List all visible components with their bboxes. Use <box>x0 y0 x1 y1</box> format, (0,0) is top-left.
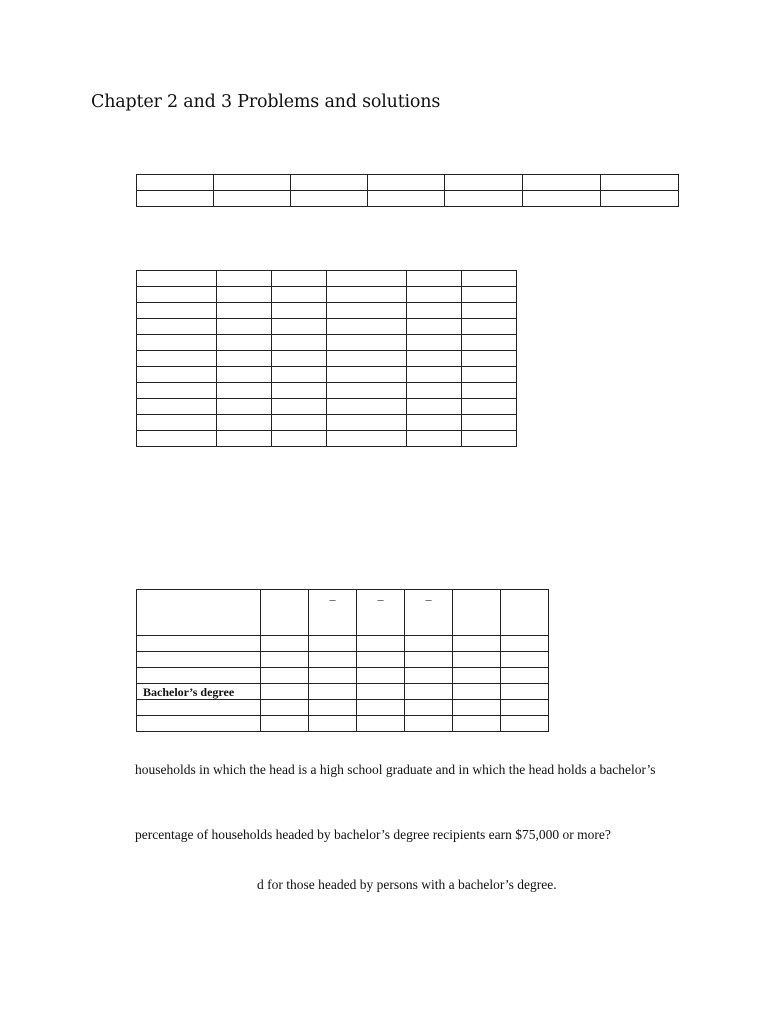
table-cell <box>327 431 407 447</box>
table-cell <box>327 335 407 351</box>
table-cell <box>501 684 549 700</box>
header-cell <box>309 590 357 636</box>
table-cell <box>261 652 309 668</box>
table-cell <box>261 636 309 652</box>
table-cell <box>407 303 462 319</box>
page-title: Chapter 2 and 3 Problems and solutions <box>91 92 441 112</box>
table-cell <box>137 367 217 383</box>
table-cell <box>445 191 523 207</box>
paragraph-household-head: households in which the head is a high school graduate and in which the head holds a bachelor’s <box>135 762 656 777</box>
table-cell <box>407 351 462 367</box>
dash-mark: – <box>425 592 432 606</box>
table-cell <box>327 399 407 415</box>
table-cell <box>462 399 517 415</box>
table-cell <box>214 191 291 207</box>
table-cell <box>309 700 357 716</box>
table-cell <box>407 319 462 335</box>
table-cell <box>217 399 272 415</box>
table-cell <box>217 287 272 303</box>
table-cell <box>272 431 327 447</box>
table-cell <box>368 191 445 207</box>
table-cell <box>309 636 357 652</box>
table-row <box>137 335 517 351</box>
table-cell <box>407 415 462 431</box>
table-cell <box>272 319 327 335</box>
table-cell <box>445 175 523 191</box>
table-cell <box>453 684 501 700</box>
table-cell <box>453 716 501 732</box>
table-cell <box>327 367 407 383</box>
table-cell <box>291 175 368 191</box>
table-cell <box>357 668 405 684</box>
table-cell <box>327 319 407 335</box>
paragraph-percentage-question: percentage of households headed by bachelor’s degree recipients earn $75,000 or more? <box>135 827 611 842</box>
table-cell <box>357 636 405 652</box>
table-cell <box>327 287 407 303</box>
table-cell <box>407 367 462 383</box>
table-cell <box>462 319 517 335</box>
table-cell <box>309 716 357 732</box>
table-cell <box>453 668 501 684</box>
table-cell <box>137 303 217 319</box>
table-cell <box>137 399 217 415</box>
table-row <box>137 191 679 207</box>
table-cell <box>407 431 462 447</box>
table-cell <box>523 175 601 191</box>
table-row <box>137 175 679 191</box>
table-cell <box>261 700 309 716</box>
table-cell <box>137 668 261 684</box>
table-row <box>137 636 549 652</box>
table-cell <box>405 700 453 716</box>
table-cell <box>453 700 501 716</box>
table-row <box>137 415 517 431</box>
table-cell <box>217 271 272 287</box>
header-cell <box>453 590 501 636</box>
table-cell <box>137 191 214 207</box>
table-cell <box>261 684 309 700</box>
table-row <box>137 319 517 335</box>
table-cell <box>272 335 327 351</box>
table-row <box>137 399 517 415</box>
table-cell <box>217 431 272 447</box>
table-cell <box>357 684 405 700</box>
table-cell <box>501 668 549 684</box>
table-cell <box>407 399 462 415</box>
table-cell <box>462 287 517 303</box>
table-cell <box>291 191 368 207</box>
table-row <box>137 431 517 447</box>
table-cell <box>462 351 517 367</box>
table-cell <box>137 652 261 668</box>
table-row <box>137 367 517 383</box>
table-cell <box>407 383 462 399</box>
table-cell <box>137 431 217 447</box>
table-cell <box>453 636 501 652</box>
table-cell <box>462 303 517 319</box>
table-2 <box>136 270 517 447</box>
table-cell <box>272 287 327 303</box>
table-cell <box>137 415 217 431</box>
table-cell <box>327 303 407 319</box>
table-cell <box>272 303 327 319</box>
table-cell <box>217 367 272 383</box>
table-header-row <box>137 590 549 636</box>
table-cell <box>501 716 549 732</box>
table-cell <box>407 271 462 287</box>
table-cell <box>309 652 357 668</box>
table-cell <box>405 636 453 652</box>
table-cell <box>327 351 407 367</box>
table-cell <box>601 191 679 207</box>
table-cell <box>309 668 357 684</box>
dash-mark: – <box>377 592 384 606</box>
table-cell <box>523 191 601 207</box>
table-cell <box>272 271 327 287</box>
table-cell <box>217 335 272 351</box>
table-cell <box>272 367 327 383</box>
table-cell <box>137 351 217 367</box>
table-cell <box>137 335 217 351</box>
table-cell <box>405 652 453 668</box>
table-cell <box>462 271 517 287</box>
table-cell <box>137 636 261 652</box>
table-cell <box>137 271 217 287</box>
table-row <box>137 668 549 684</box>
table-cell <box>405 684 453 700</box>
table-cell <box>327 415 407 431</box>
table-row <box>137 351 517 367</box>
row-label-bachelors-degree: Bachelor’s degree <box>137 684 261 700</box>
table-cell <box>137 175 214 191</box>
table-cell <box>214 175 291 191</box>
table-cell <box>405 668 453 684</box>
table-cell <box>405 716 453 732</box>
header-cell <box>405 590 453 636</box>
table-cell <box>462 431 517 447</box>
table-cell <box>217 319 272 335</box>
table-cell <box>217 303 272 319</box>
table-3 <box>136 589 549 732</box>
table-row <box>137 716 549 732</box>
table-cell <box>217 351 272 367</box>
table-cell <box>137 319 217 335</box>
table-cell <box>462 367 517 383</box>
table-row <box>137 684 549 700</box>
table-cell <box>261 716 309 732</box>
header-cell <box>261 590 309 636</box>
header-cell <box>137 590 261 636</box>
table-cell <box>501 636 549 652</box>
table-cell <box>272 351 327 367</box>
table-cell <box>272 399 327 415</box>
table-cell <box>137 700 261 716</box>
table-1 <box>136 174 679 207</box>
table-cell <box>601 175 679 191</box>
table-cell <box>407 287 462 303</box>
table-row <box>137 700 549 716</box>
header-cell <box>357 590 405 636</box>
table-cell <box>462 383 517 399</box>
table-cell <box>501 700 549 716</box>
table-cell <box>407 335 462 351</box>
table-cell <box>137 716 261 732</box>
table-cell <box>272 383 327 399</box>
table-cell <box>272 415 327 431</box>
table-row <box>137 383 517 399</box>
table-cell <box>327 383 407 399</box>
paragraph-bachelors-comparison: d for those headed by persons with a bachelor’s degree. <box>257 877 557 892</box>
dash-mark: – <box>329 592 336 606</box>
table-cell <box>357 652 405 668</box>
table-cell <box>501 652 549 668</box>
table-cell <box>137 383 217 399</box>
table-row <box>137 652 549 668</box>
table-cell <box>357 716 405 732</box>
table-row <box>137 287 517 303</box>
table-cell <box>137 287 217 303</box>
table-cell <box>462 335 517 351</box>
table-cell <box>368 175 445 191</box>
table-row <box>137 271 517 287</box>
table-cell <box>462 415 517 431</box>
table-cell <box>309 684 357 700</box>
header-cell <box>501 590 549 636</box>
table-cell <box>453 652 501 668</box>
table-cell <box>217 415 272 431</box>
table-cell <box>261 668 309 684</box>
table-cell <box>327 271 407 287</box>
table-cell <box>217 383 272 399</box>
table-cell <box>357 700 405 716</box>
table-row <box>137 303 517 319</box>
